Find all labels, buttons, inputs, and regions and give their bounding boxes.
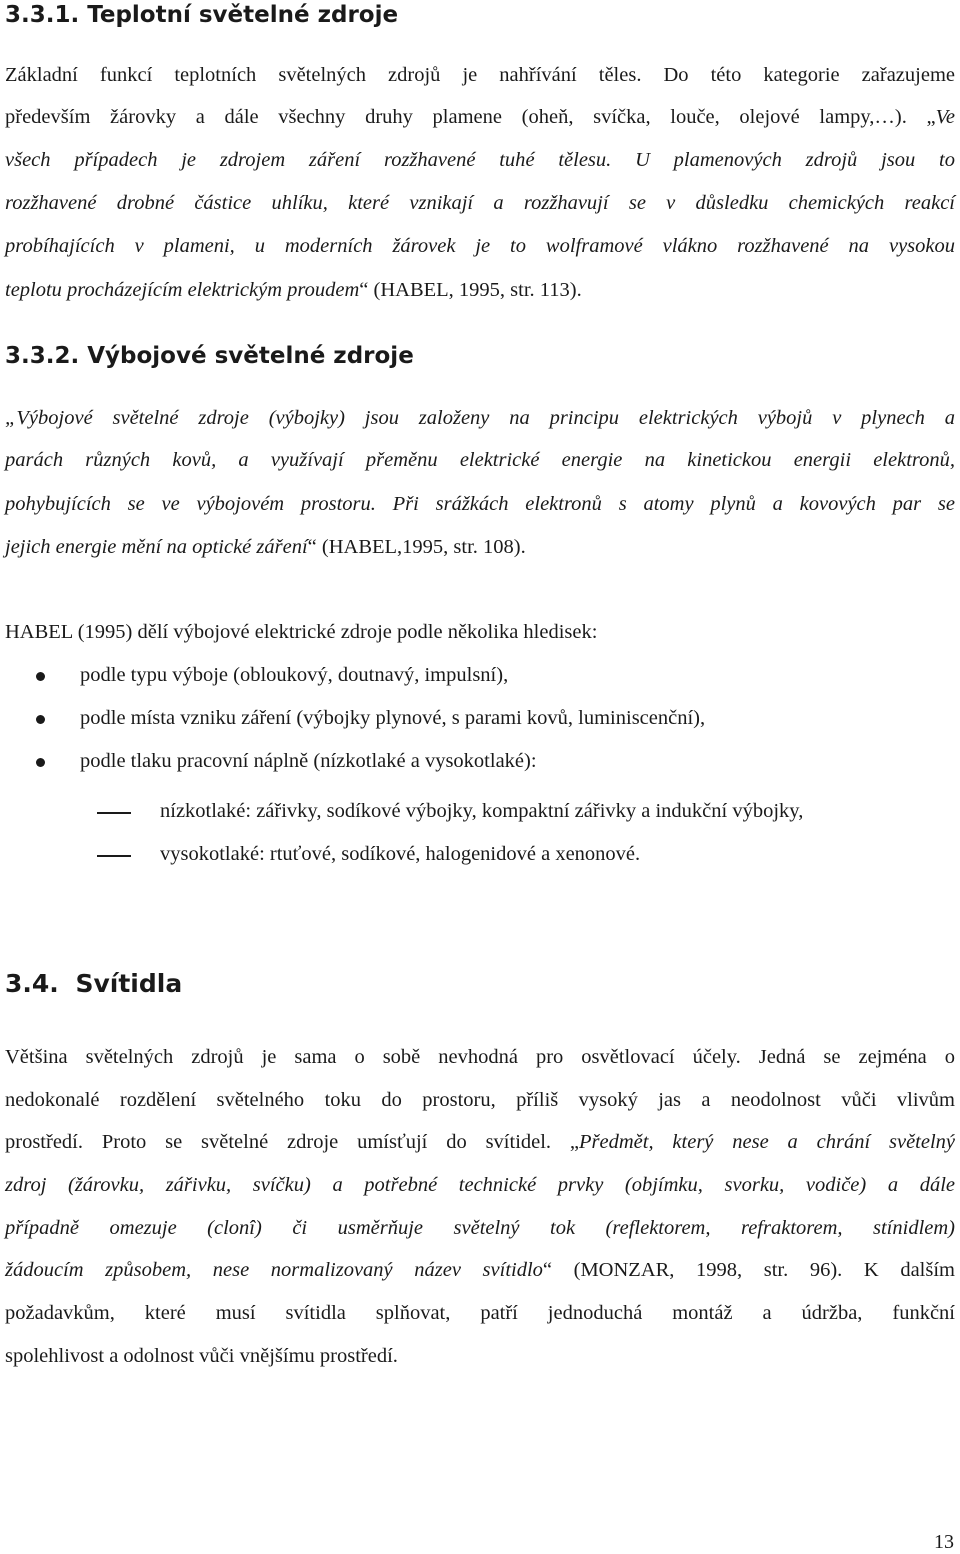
italic-span: Ve: [935, 106, 955, 128]
paragraph-line: požadavkům, které musí svítidla splňovat, patří jednoduchá montáž a údržba, funkční: [5, 1302, 955, 1324]
paragraph-line: [5, 276, 582, 304]
bullet-icon: [36, 758, 45, 767]
list-item: podle tlaku pracovní náplně (nízkotlaké a vysokotlaké):: [80, 750, 537, 772]
text-span: především žárovky a dále všechny druhy plamene (oheň, svíčka, louče, olejové lampy,…). „: [5, 106, 936, 128]
dash-icon: [97, 855, 131, 857]
list-item: podle místa vzniku záření (výbojky plynové, s parami kovů, luminiscenční),: [80, 707, 706, 729]
italic-span: Předmět, který nese a chrání světelný: [579, 1131, 956, 1153]
list-intro: HABEL (1995) dělí výbojové elektrické zdroje podle několika hledisek:: [5, 621, 598, 643]
citation-span: “ (HABEL,1995, str. 108).: [307, 536, 526, 558]
italic-span: všech případech je zdrojem záření rozžhavené tuhé tělesu.: [5, 149, 612, 171]
paragraph-line: Základní funkcí teplotních světelných zdrojů je nahřívání těles. Do této kategorie zařazujeme: [5, 64, 955, 86]
section-heading-3-3-1: 3.3.1. Teplotní světelné zdroje: [5, 2, 399, 28]
section-heading-3-3-2: 3.3.2. Výbojové světelné zdroje: [5, 343, 414, 369]
text-span: prostředí. Proto se světelné zdroje umísťují do svítidel. „: [5, 1131, 580, 1153]
quote-line: „Výbojové světelné zdroje (výbojky) jsou založeny na principu elektrických výbojů v plynech a: [5, 407, 955, 429]
italic-span: žádoucím způsobem, nese normalizovaný název svítidlo: [5, 1259, 543, 1281]
paragraph-line: rozžhavené drobné částice uhlíku, které vznikají a rozžhavují se v důsledku chemických reakcí: [5, 192, 955, 214]
paragraph-line: [5, 1256, 955, 1284]
paragraph-line: nedokonalé rozdělení světelného toku do prostoru, příliš vysoký jas a neodolnost vůči vlivům: [5, 1089, 955, 1111]
paragraph-line: [5, 146, 955, 174]
paragraph-line: probíhajících v plameni, u moderních žárovek je to wolframové vlákno rozžhavené na vysokou: [5, 235, 955, 257]
bullet-icon: [36, 715, 45, 724]
paragraph-line: případně omezuje (clonî) či usměrňuje světelný tok (reflektorem, refraktorem, stínidlem): [5, 1217, 955, 1239]
quote-line: pohybujících se ve výbojovém prostoru. Při srážkách elektronů s atomy plynů a kovových par se: [5, 493, 955, 515]
dash-icon: [97, 812, 131, 814]
citation-span: “ (HABEL, 1995, str. 113).: [359, 279, 582, 301]
italic-span: U plamenových zdrojů jsou to: [611, 149, 955, 171]
sublist-item: nízkotlaké: zářivky, sodíkové výbojky, kompaktní zářivky a indukční výbojky,: [160, 800, 804, 822]
bullet-icon: [36, 672, 45, 681]
paragraph-line: zdroj (žárovku, zářivku, svíčku) a potřebné technické prvky (objímku, svorku, vodiče) a dále: [5, 1174, 955, 1196]
italic-span: teplotu procházejícím elektrickým proudem: [5, 279, 360, 301]
page-number: 13: [934, 1531, 954, 1553]
list-item: podle typu výboje (obloukový, doutnavý, impulsní),: [80, 664, 509, 686]
italic-span: jejich energie mění na optické záření: [5, 536, 308, 558]
citation-span: “ (MONZAR, 1998, str. 96). K dalším: [542, 1259, 955, 1281]
paragraph-line: [5, 103, 955, 131]
paragraph-line: Většina světelných zdrojů je sama o sobě nevhodná pro osvětlovací účely. Jedná se zejména o: [5, 1046, 955, 1068]
section-heading-3-4: 3.4. Svítidla: [5, 969, 183, 998]
quote-line: parách různých kovů, a využívají přeměnu elektrické energie na kinetickou energii elektronů,: [5, 449, 955, 471]
paragraph-line: spolehlivost a odolnost vůči vnějšímu prostředí.: [5, 1345, 398, 1367]
quote-line: [5, 533, 526, 561]
paragraph-line: [5, 1128, 955, 1156]
sublist-item: vysokotlaké: rtuťové, sodíkové, halogenidové a xenonové.: [160, 843, 641, 865]
